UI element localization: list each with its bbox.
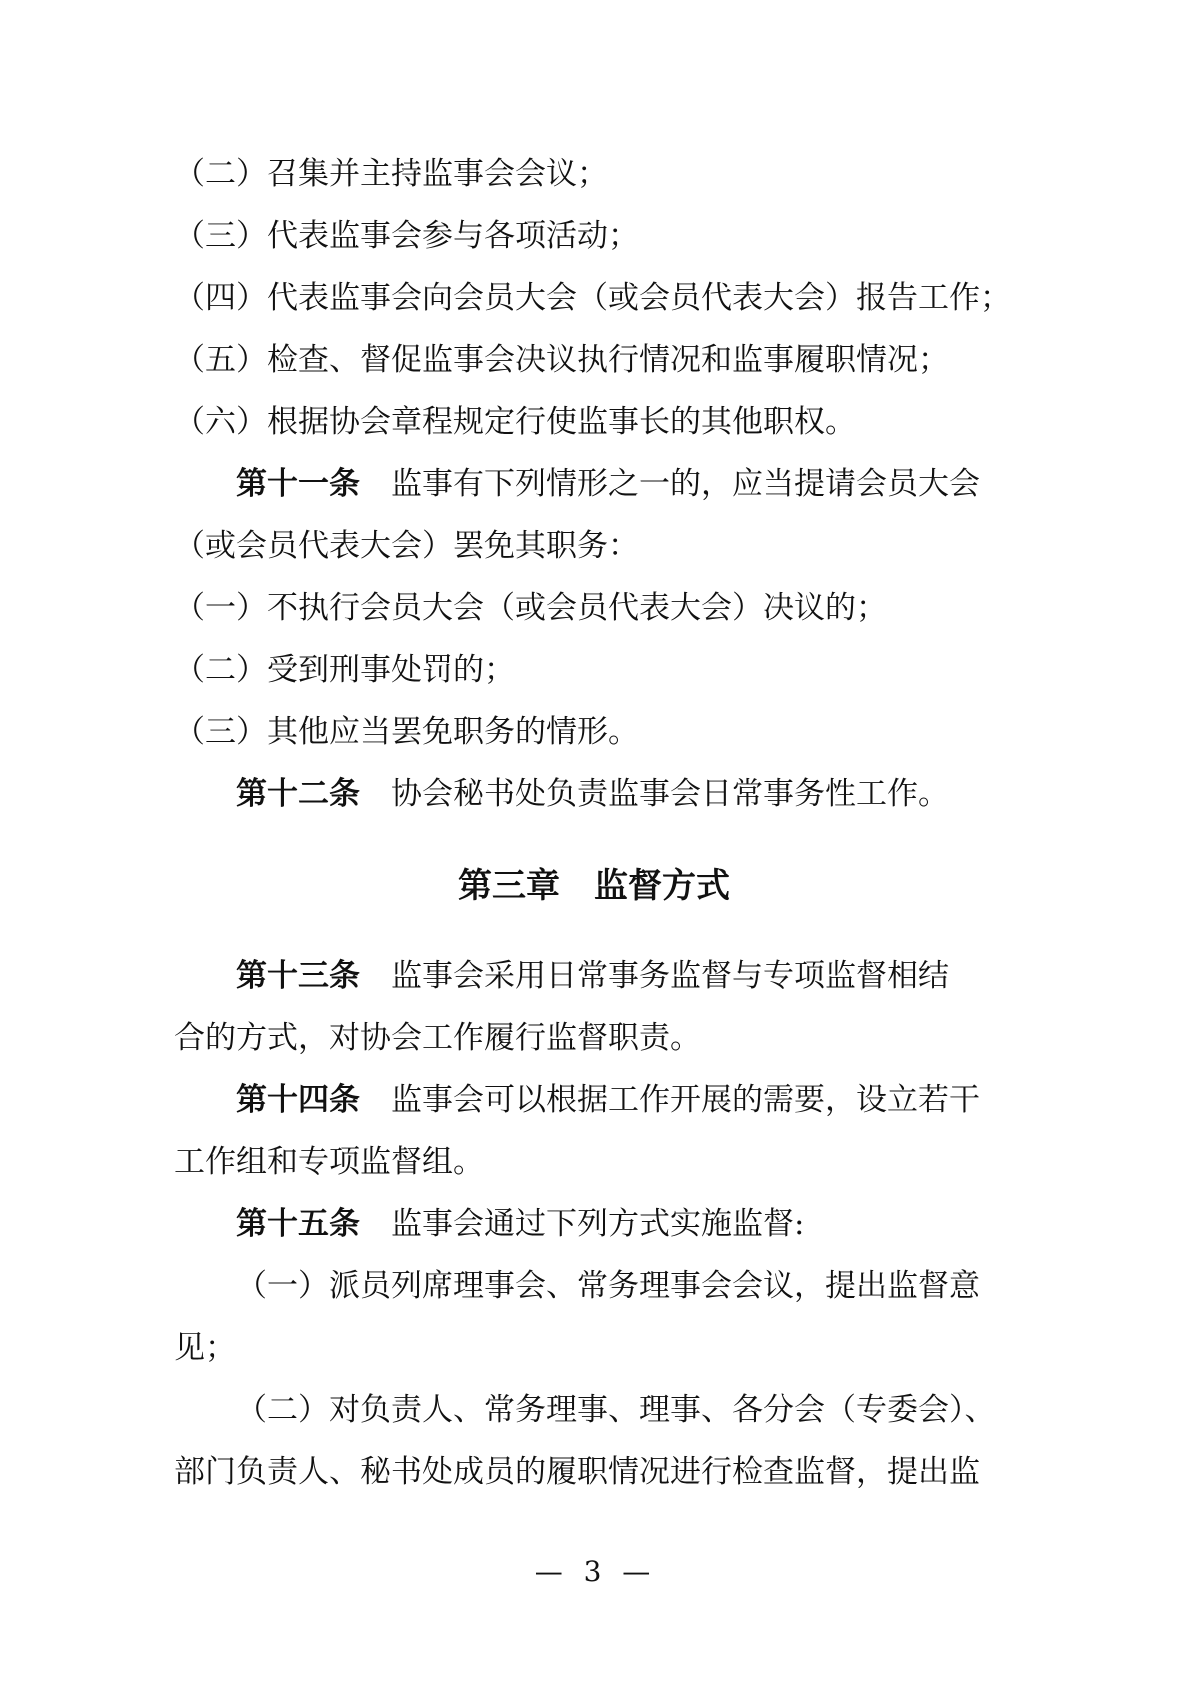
article-number-bold: 第十四条 [236, 1082, 360, 1118]
body-text: （一）派员列席理事会、常务理事会会议，提出监督意 [236, 1268, 980, 1304]
text-line [174, 1069, 1014, 1131]
article-paragraph [174, 945, 1014, 1069]
list-item-paragraph [174, 267, 1014, 329]
body-text: 协会秘书处负责监事会日常事务性工作。 [360, 776, 949, 812]
text-line [174, 329, 1014, 391]
body-text: （三）代表监事会参与各项活动； [174, 218, 639, 254]
list-item-paragraph [174, 639, 1014, 701]
text-line [174, 1317, 1014, 1379]
text-line [174, 1131, 1014, 1193]
text-line [174, 945, 1014, 1007]
text-line [174, 1255, 1014, 1317]
body-text: （六）根据协会章程规定行使监事长的其他职权。 [174, 404, 856, 440]
page-number: — 3 — [534, 1555, 657, 1588]
body-text: （一）不执行会员大会（或会员代表大会）决议的； [174, 590, 887, 626]
article-number-bold: 第三章 监督方式 [458, 866, 730, 906]
text-line [174, 1007, 1014, 1069]
body-text: （二）受到刑事处罚的； [174, 652, 515, 688]
text-line [174, 1379, 1014, 1441]
text-line [174, 515, 1014, 577]
text-line [174, 205, 1014, 267]
document-body [174, 143, 1014, 1503]
article-number-bold: 第十二条 [236, 776, 360, 812]
list-item-paragraph [174, 1379, 1014, 1503]
body-text: 监事有下列情形之一的，应当提请会员大会 [360, 466, 980, 502]
text-line [174, 1193, 1014, 1255]
body-text: （或会员代表大会）罢免其职务： [174, 528, 639, 564]
article-paragraph [174, 1193, 1014, 1255]
article-paragraph [174, 763, 1014, 825]
list-item-paragraph [174, 143, 1014, 205]
body-text: （二）召集并主持监事会会议； [174, 156, 608, 192]
list-item-paragraph [174, 329, 1014, 391]
article-number-bold: 第十一条 [236, 466, 360, 502]
body-text: 部门负责人、秘书处成员的履职情况进行检查监督，提出监 [174, 1454, 980, 1490]
list-item-paragraph [174, 205, 1014, 267]
text-line [174, 763, 1014, 825]
list-item-paragraph [174, 701, 1014, 763]
list-item-paragraph [174, 1255, 1014, 1379]
article-paragraph [174, 453, 1014, 577]
text-line [174, 701, 1014, 763]
text-line [174, 1441, 1014, 1503]
text-line [174, 143, 1014, 205]
body-text: 监事会通过下列方式实施监督: [360, 1206, 805, 1242]
body-text: （四）代表监事会向会员大会（或会员代表大会）报告工作； [174, 280, 1011, 316]
text-line [174, 267, 1014, 329]
body-text: 见； [174, 1330, 236, 1366]
body-text: 监事会可以根据工作开展的需要，设立若干 [360, 1082, 980, 1118]
body-text: （五）检查、督促监事会决议执行情况和监事履职情况； [174, 342, 949, 378]
body-text: 合的方式，对协会工作履行监督职责。 [174, 1020, 701, 1056]
list-item-paragraph [174, 391, 1014, 453]
text-line [174, 639, 1014, 701]
body-text: （三）其他应当罢免职务的情形。 [174, 714, 639, 750]
text-line [174, 453, 1014, 515]
text-line [174, 577, 1014, 639]
text-line [174, 391, 1014, 453]
text-line [174, 854, 1014, 918]
chapter-heading [174, 854, 1014, 918]
body-text: 监事会采用日常事务监督与专项监督相结 [360, 958, 949, 994]
list-item-paragraph [174, 577, 1014, 639]
article-paragraph [174, 1069, 1014, 1193]
article-number-bold: 第十三条 [236, 958, 360, 994]
body-text: 工作组和专项监督组。 [174, 1144, 484, 1180]
body-text: （二）对负责人、常务理事、理事、各分会（专委会）、 [236, 1392, 996, 1428]
article-number-bold: 第十五条 [236, 1206, 360, 1242]
